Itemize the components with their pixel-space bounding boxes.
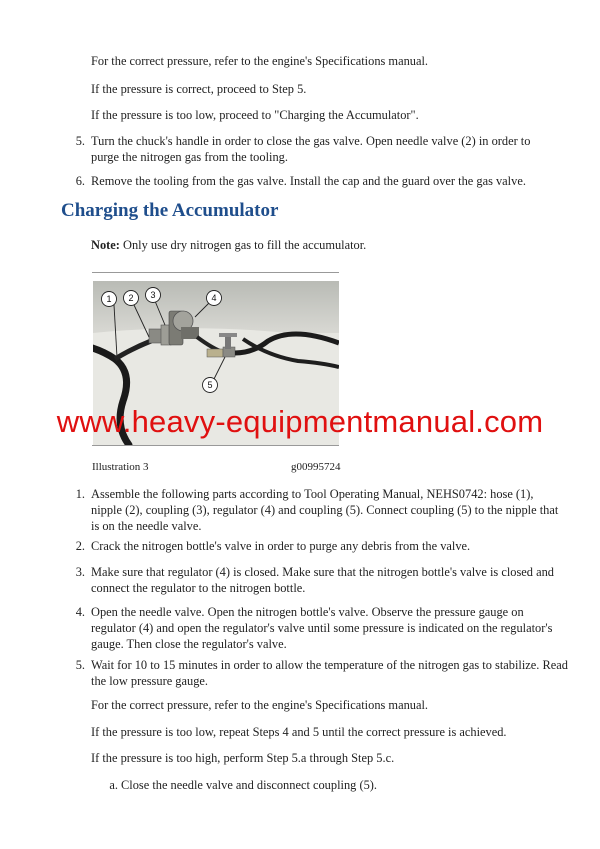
- step-text: Open the needle valve. Open the nitrogen bottle's valve. Observe the pressure gauge on regulator (4) and open the regulator's valve until some pressure is indicated on the regulator's gauge. Then close the regulator's valve.: [91, 605, 553, 651]
- top-step-number: 6.: [75, 174, 85, 188]
- after-paragraph-1: For the correct pressure, refer to the engine's Specifications manual.: [91, 698, 428, 712]
- top-paragraph-2: If the pressure is correct, proceed to Step 5.: [91, 82, 307, 96]
- illustration-top-rule: [92, 272, 339, 273]
- step-number: 1.: [75, 487, 85, 501]
- note: [91, 237, 561, 253]
- step-number: 2.: [75, 539, 85, 553]
- note-label: Note:: [91, 238, 120, 252]
- callout-5: 5: [207, 380, 213, 390]
- step-number: 5.: [75, 658, 85, 672]
- illustration-caption: Illustration 3: [92, 461, 149, 473]
- step-number: 4.: [75, 605, 85, 619]
- callout-2: 2: [128, 293, 134, 303]
- top-paragraph-1: For the correct pressure, refer to the engine's Specifications manual.: [91, 54, 428, 68]
- illustration-bottom-rule: [92, 445, 339, 446]
- step-text: Make sure that regulator (4) is closed. Make sure that the nitrogen bottle's valve is closed and connect the regulator to the nitrogen bottle.: [91, 565, 554, 595]
- step-text: Crack the nitrogen bottle's valve in order to purge any debris from the valve.: [91, 539, 471, 553]
- callout-1: 1: [106, 294, 112, 304]
- top-step-text: Turn the chuck's handle in order to close the gas valve. Open needle valve (2) in order to purge the nitrogen gas from the tooling.: [91, 134, 531, 164]
- after-paragraph-2: If the pressure is too low, repeat Steps 4 and 5 until the correct pressure is achieved.: [91, 725, 507, 739]
- step-text: Assemble the following parts according to Tool Operating Manual, NEHS0742: hose (1), nipple (2), coupling (3), regulator (4) and coupling (5). Connect coupling (5) to the nipple that is on the needle valve.: [91, 487, 559, 533]
- step-text: Wait for 10 to 15 minutes in order to allow the temperature of the nitrogen gas to stabilize. Read the low pressure gauge.: [91, 658, 568, 688]
- illustration-id: g00995724: [291, 461, 341, 473]
- section-heading: Charging the Accumulator: [61, 200, 279, 221]
- after-paragraph-3: If the pressure is too high, perform Step 5.a through Step 5.c.: [91, 751, 395, 765]
- callout-3: 3: [150, 290, 156, 300]
- top-step-number: 5.: [75, 134, 85, 148]
- callout-4: 4: [211, 293, 217, 303]
- step-number: 3.: [75, 565, 85, 579]
- top-step-text: Remove the tooling from the gas valve. Install the cap and the guard over the gas valve.: [91, 174, 526, 188]
- substep-label: a.: [109, 778, 118, 792]
- top-paragraph-3: If the pressure is too low, proceed to "Charging the Accumulator".: [91, 108, 419, 122]
- substep-text: Close the needle valve and disconnect coupling (5).: [121, 778, 377, 792]
- note-text: Only use dry nitrogen gas to fill the accumulator.: [119, 238, 367, 252]
- watermark: www.heavy-equipmentmanual.com: [56, 404, 544, 439]
